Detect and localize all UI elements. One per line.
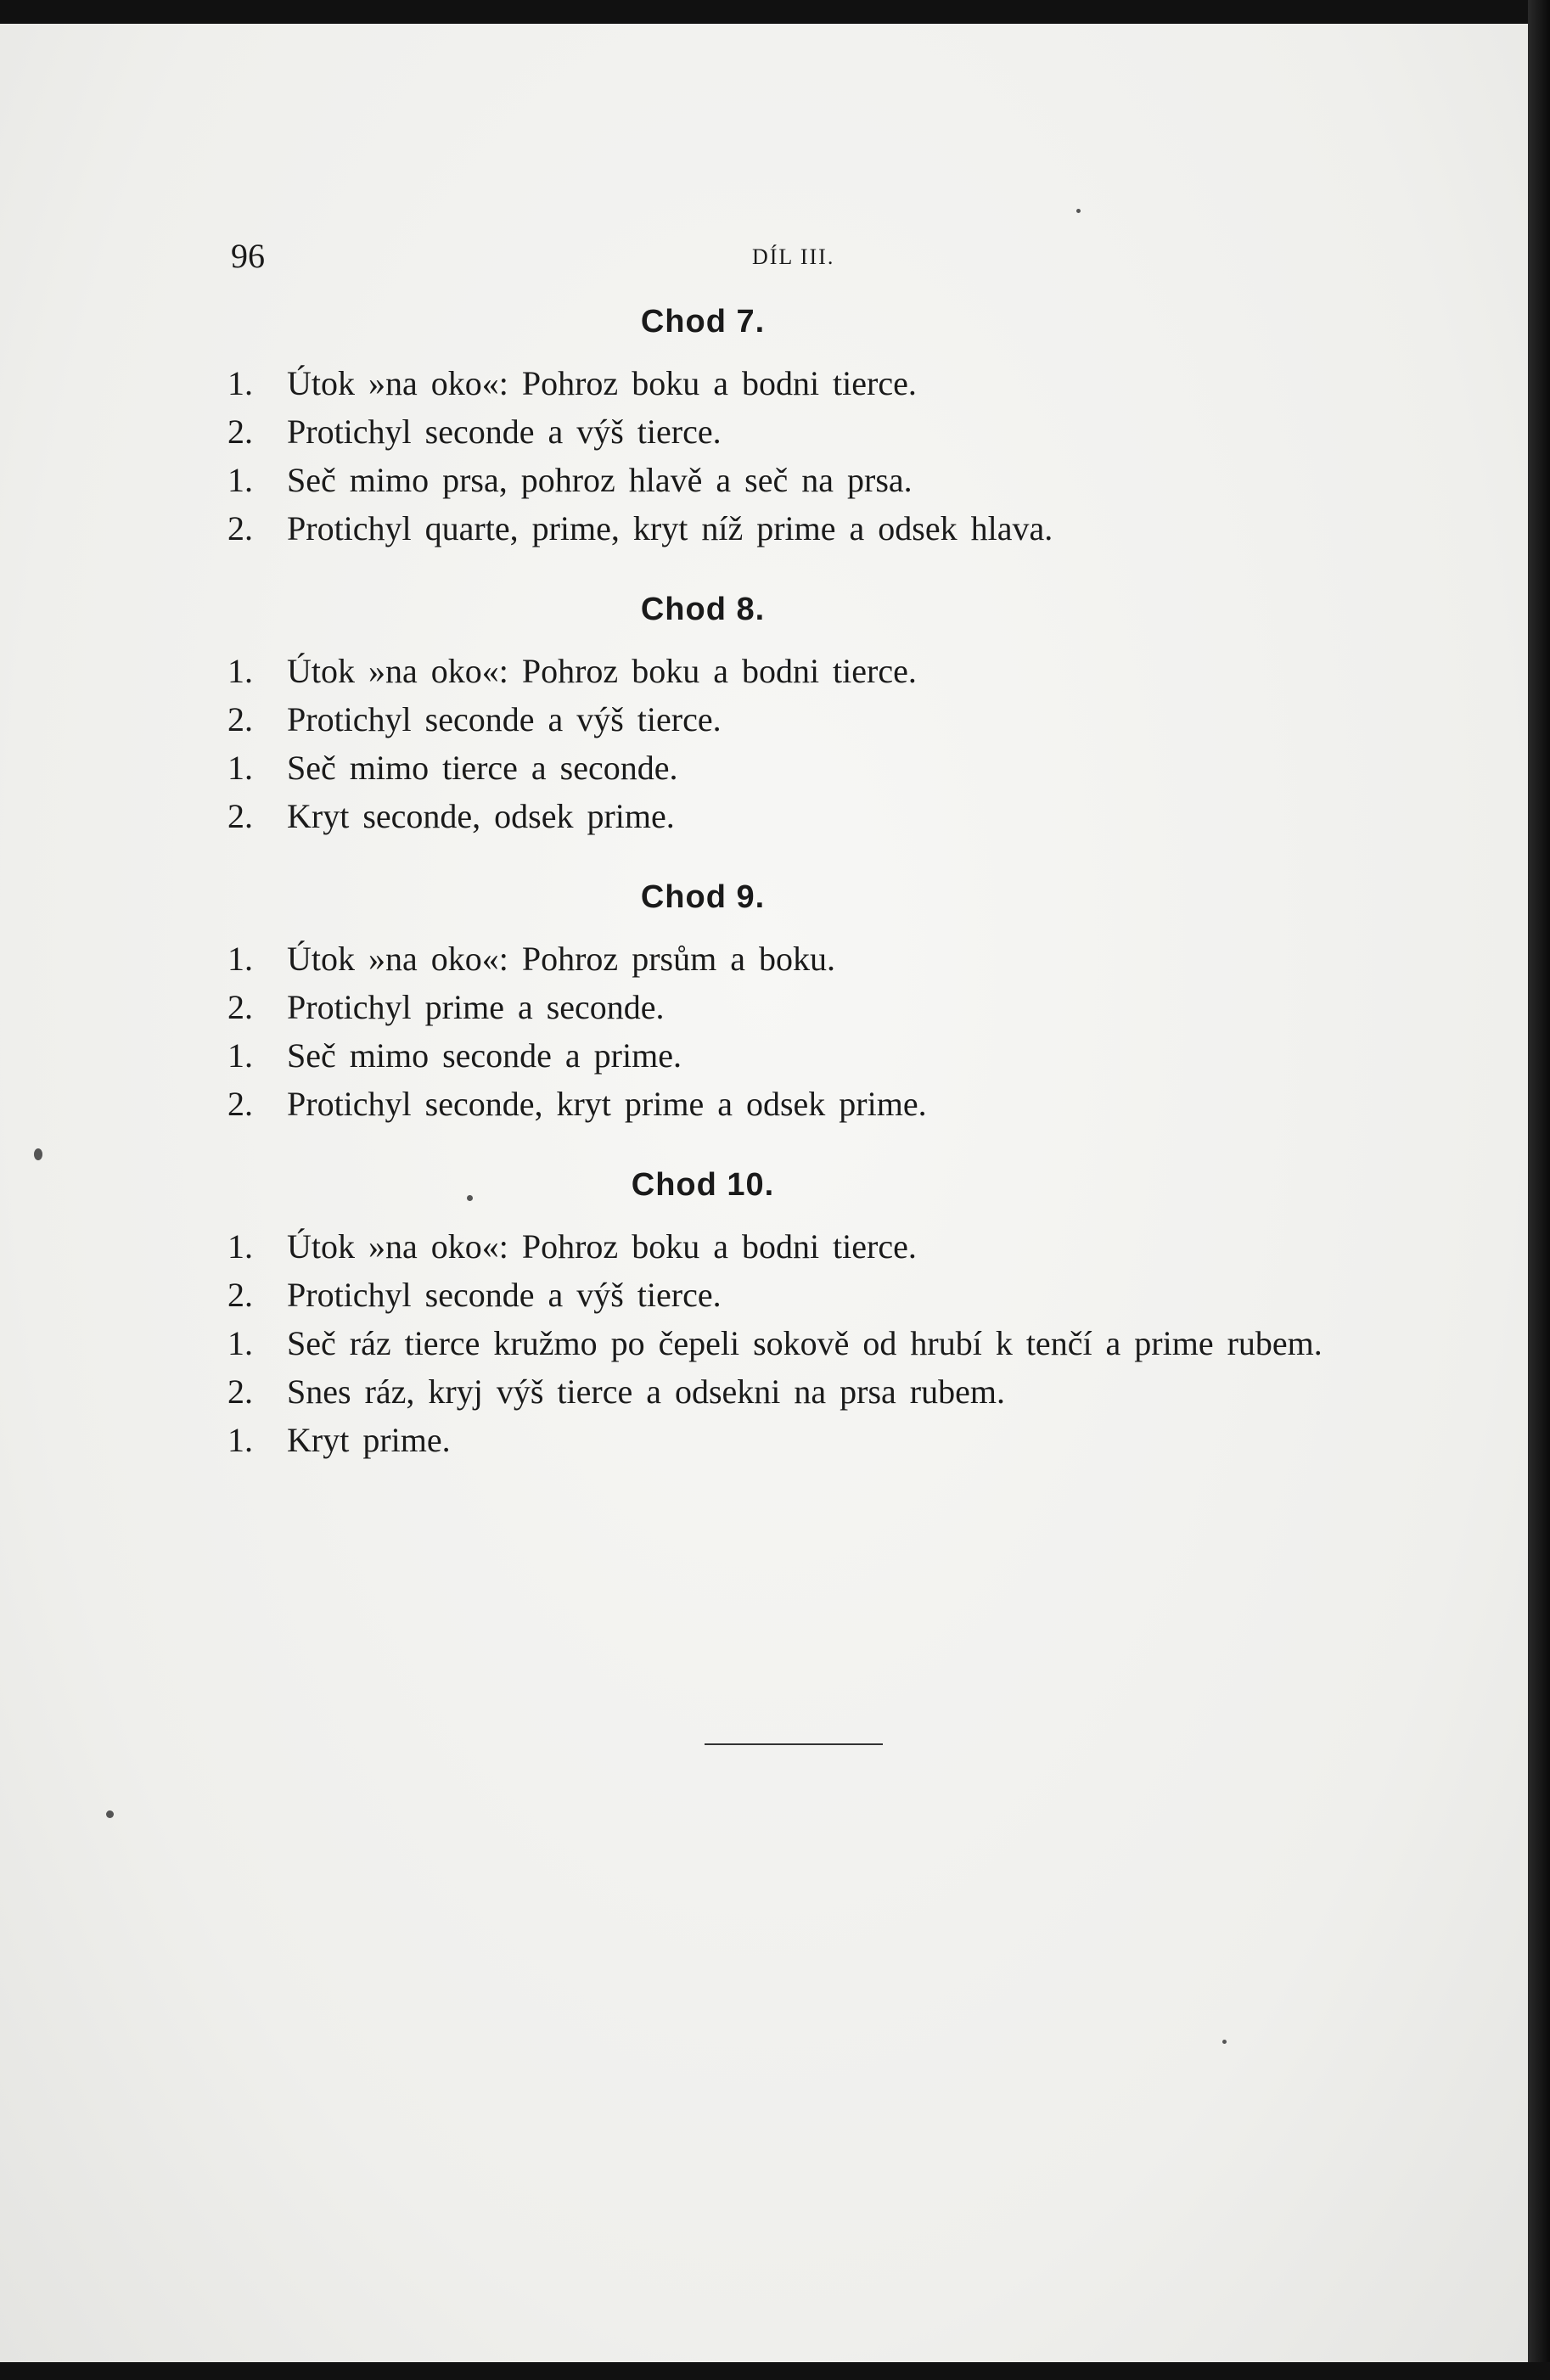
move-list — [227, 1222, 1373, 1464]
list-item — [227, 456, 1373, 504]
list-item — [227, 1031, 1373, 1080]
item-text: Seč mimo seconde a prime. — [287, 1036, 682, 1075]
item-text: Útok »na oko«: Pohroz boku a bodni tierce. — [287, 364, 917, 402]
item-number: 1. — [227, 364, 253, 402]
item-text: Útok »na oko«: Pohroz boku a bodni tierce. — [287, 652, 917, 690]
section-chod-10 — [227, 1167, 1373, 1464]
list-item — [227, 983, 1373, 1031]
running-head: DÍL III. — [752, 244, 835, 269]
list-item — [227, 407, 1373, 456]
item-text: Kryt seconde, odsek prime. — [287, 797, 675, 835]
paper-speck — [1222, 2040, 1227, 2044]
item-text: Útok »na oko«: Pohroz prsům a boku. — [287, 940, 835, 978]
item-text: Protichyl seconde a výš tierce. — [287, 413, 722, 451]
section-title: Chod 8. — [640, 592, 766, 627]
page-content — [227, 304, 1373, 1464]
list-item — [227, 1367, 1373, 1416]
item-text: Seč mimo tierce a seconde. — [287, 749, 678, 787]
paper-speck — [34, 1148, 42, 1160]
item-number: 1. — [227, 940, 253, 978]
item-number: 2. — [227, 509, 253, 547]
item-number: 1. — [227, 461, 253, 499]
section-chod-9 — [227, 879, 1373, 1128]
item-number: 2. — [227, 1372, 253, 1411]
item-number: 2. — [227, 988, 253, 1026]
section-chod-8 — [227, 592, 1373, 840]
item-text: Protichyl seconde a výš tierce. — [287, 1276, 722, 1314]
item-number: 1. — [227, 1227, 253, 1266]
item-text: Seč ráz tierce kružmo po čepeli sokově od hrubí k tenčí a prime rubem. — [287, 1324, 1323, 1362]
item-number: 1. — [227, 1421, 253, 1459]
paper-speck — [467, 1195, 473, 1201]
item-text: Kryt prime. — [287, 1421, 451, 1459]
item-number: 1. — [227, 749, 253, 787]
list-item — [227, 647, 1373, 695]
scan-border-right — [1528, 0, 1550, 2380]
end-rule — [705, 1743, 883, 1745]
list-item — [227, 695, 1373, 744]
list-item — [227, 1319, 1373, 1367]
move-list — [227, 359, 1373, 553]
list-item — [227, 359, 1373, 407]
item-number: 2. — [227, 700, 253, 738]
page-number: 96 — [231, 237, 265, 275]
move-list — [227, 647, 1373, 840]
list-item — [227, 792, 1373, 840]
list-item — [227, 1080, 1373, 1128]
list-item — [227, 1416, 1373, 1464]
book-page — [0, 24, 1528, 2362]
section-title: Chod 10. — [631, 1167, 775, 1203]
item-text: Protichyl quarte, prime, kryt níž prime a odsek hlava. — [287, 509, 1053, 547]
paper-speck — [1076, 209, 1081, 213]
list-item — [227, 935, 1373, 983]
item-text: Útok »na oko«: Pohroz boku a bodni tierce. — [287, 1227, 917, 1266]
item-number: 1. — [227, 1324, 253, 1362]
item-number: 2. — [227, 797, 253, 835]
item-number: 1. — [227, 652, 253, 690]
page-header — [0, 236, 1528, 287]
item-text: Protichyl seconde a výš tierce. — [287, 700, 722, 738]
item-number: 1. — [227, 1036, 253, 1075]
list-item — [227, 1271, 1373, 1319]
section-chod-7 — [227, 304, 1373, 553]
move-list — [227, 935, 1373, 1128]
list-item — [227, 744, 1373, 792]
list-item — [227, 504, 1373, 553]
scan-border-top — [0, 0, 1550, 24]
section-title: Chod 9. — [640, 879, 766, 915]
item-text: Seč mimo prsa, pohroz hlavě a seč na prsa. — [287, 461, 913, 499]
item-number: 2. — [227, 413, 253, 451]
list-item — [227, 1222, 1373, 1271]
item-text: Protichyl seconde, kryt prime a odsek prime. — [287, 1085, 927, 1123]
item-number: 2. — [227, 1276, 253, 1314]
item-number: 2. — [227, 1085, 253, 1123]
item-text: Protichyl prime a seconde. — [287, 988, 665, 1026]
paper-speck — [106, 1810, 114, 1818]
item-text: Snes ráz, kryj výš tierce a odsekni na prsa rubem. — [287, 1372, 1005, 1411]
scan-border-bottom — [0, 2362, 1550, 2380]
section-title: Chod 7. — [640, 304, 766, 340]
